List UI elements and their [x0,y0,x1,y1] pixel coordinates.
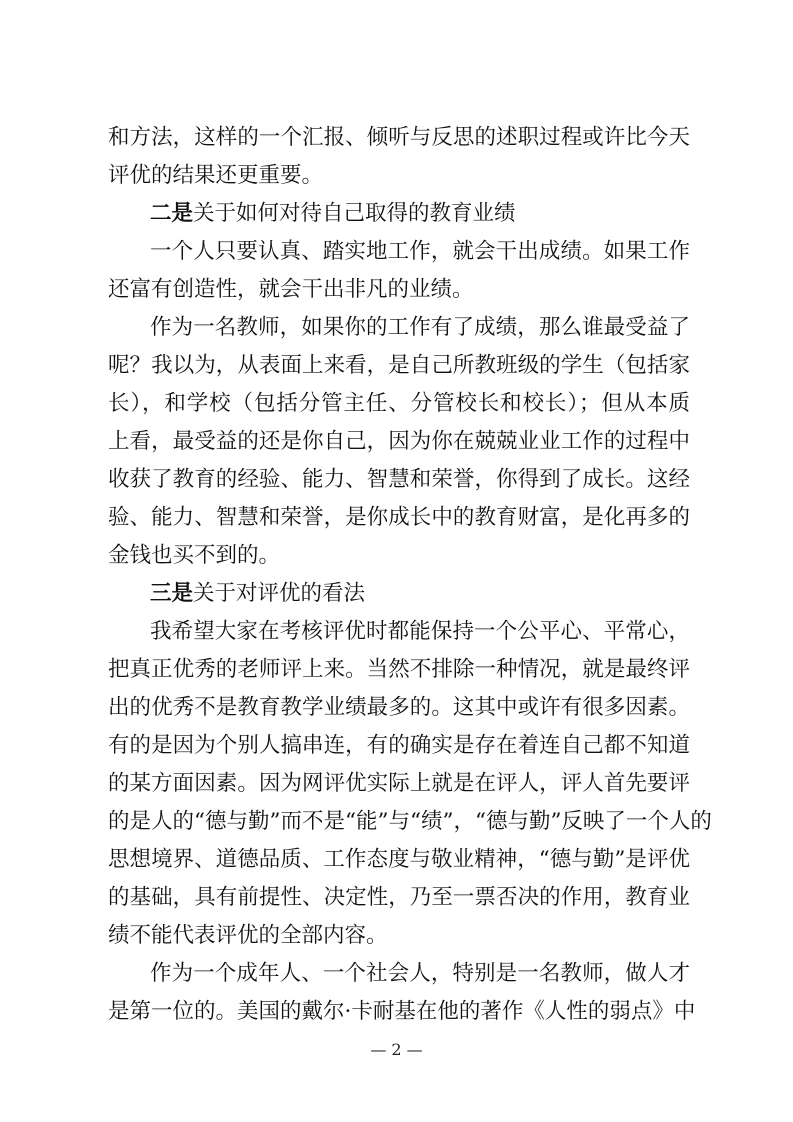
text-line: 思想境界、道德品质、工作态度与敬业精神，“德与勤”是评优 [108,847,690,872]
text-line: 还富有创造性，就会干出非凡的业绩。 [108,277,474,302]
page-number: — 2 — [370,1040,423,1059]
text-line: 把真正优秀的老师评上来。当然不排除一种情况，就是最终评 [108,657,690,682]
text-line: 出的优秀不是教育教学业绩最多的。这其中或许有很多因素。 [108,695,690,720]
text-line: 一个人只要认真、踏实地工作，就会干出成绩。如果工作 [150,239,690,264]
text-line: 收获了教育的经验、能力、智慧和荣誉，你得到了成长。这经 [108,467,690,492]
text-line: 作为一个成年人、一个社会人，特别是一名教师，做人才 [150,961,690,986]
text-line: 上看，最受益的还是你自己，因为你在兢兢业业工作的过程中 [108,429,690,454]
section-heading-3 [150,574,365,614]
text-line: 是第一位的。美国的戴尔·卡耐基在他的著作《人性的弱点》中 [108,999,696,1024]
text-line: 呢？我以为，从表面上来看，是自己所教班级的学生（包括家 [108,353,690,378]
section-heading-lead: 三是 [150,581,194,606]
text-line: 的某方面因素。因为网评优实际上就是在评人，评人首先要评 [108,771,690,796]
section-heading-text: 关于对评优的看法 [193,581,366,606]
section-heading-2 [150,194,516,234]
text-line: 作为一名教师，如果你的工作有了成绩，那么谁最受益了 [150,315,690,340]
section-heading-text: 关于如何对待自己取得的教育业绩 [193,201,516,226]
section-heading-lead: 二是 [150,201,194,226]
text-line: 的基础，具有前提性、决定性，乃至一票否决的作用，教育业 [108,885,690,910]
text-line: 的是人的“德与勤”而不是“能”与“绩”，“德与勤”反映了一个人的 [108,809,712,834]
text-line: 金钱也买不到的。 [108,543,281,568]
text-line: 有的是因为个别人搞串连，有的确实是存在着连自己都不知道 [108,733,690,758]
text-line: 我希望大家在考核评优时都能保持一个公平心、平常心， [150,619,690,644]
text-line: 绩不能代表评优的全部内容。 [108,923,388,948]
text-line: 验、能力、智慧和荣誉，是你成长中的教育财富，是化再多的 [108,505,690,530]
text-line: 长），和学校（包括分管主任、分管校长和校长）；但从本质 [108,391,690,416]
text-line: 评优的结果还更重要。 [108,163,324,188]
text-line: 和方法，这样的一个汇报、倾听与反思的述职过程或许比今天 [108,125,690,150]
